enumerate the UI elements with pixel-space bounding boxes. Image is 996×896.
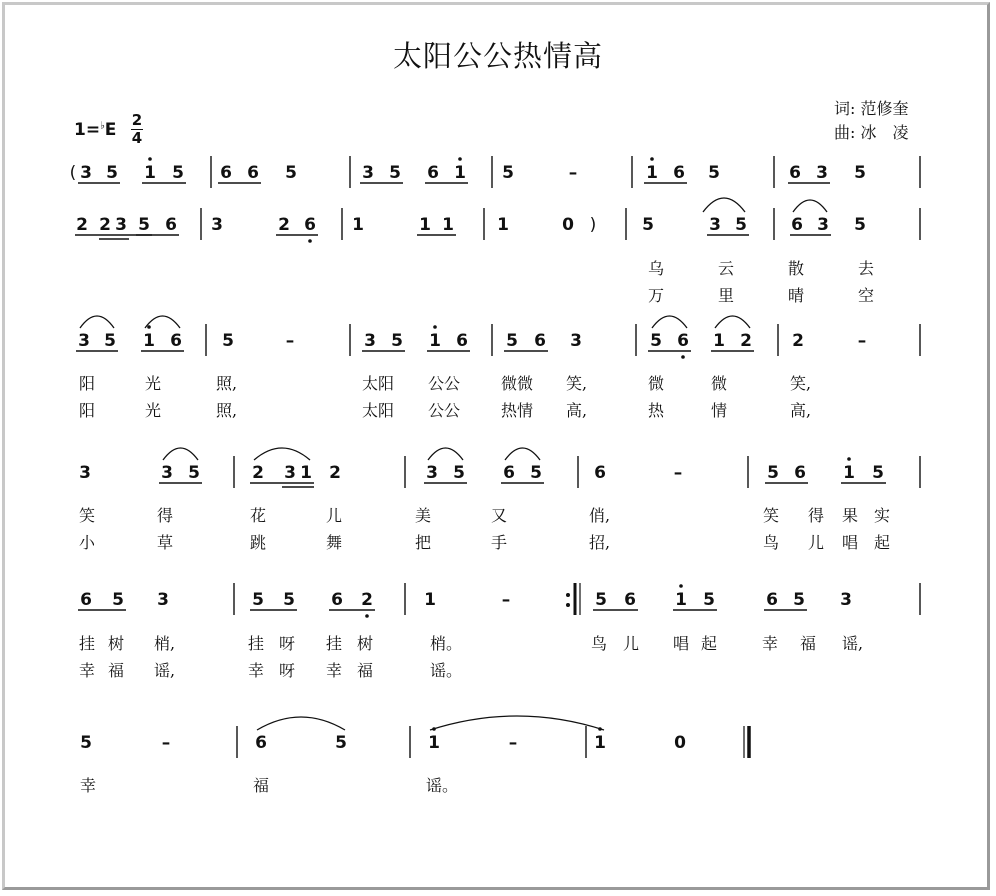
note: 0 [674, 733, 686, 753]
note: 5 [767, 463, 779, 483]
lyric-syllable: 得 [157, 506, 174, 525]
note: 6 [624, 590, 636, 610]
lyric-syllable: 微微 [501, 374, 534, 393]
lyric-syllable: 谣。 [430, 661, 463, 680]
note: 6 [766, 590, 778, 610]
note: 3 [211, 215, 223, 235]
note: 2 [329, 463, 341, 483]
note: 5 [80, 733, 92, 753]
lyric-syllable: 果 [842, 506, 859, 525]
note: 5 [703, 590, 715, 610]
lyric-syllable: 福 [253, 776, 270, 795]
note: 6 [789, 163, 801, 183]
note: 6 [594, 463, 606, 483]
lyric-syllable: 小 [79, 533, 96, 552]
lyric-syllable: 呀 [279, 661, 296, 680]
lyric-syllable: 太阳 [362, 374, 395, 393]
note: 5 [104, 331, 116, 351]
lyric-syllable: 谣, [154, 661, 176, 680]
lyric-syllable: 热情 [501, 401, 534, 420]
lyric-syllable: 公公 [428, 401, 461, 420]
lyric-syllable: 梢。 [430, 634, 463, 653]
lyric-syllable: 挂 [248, 634, 265, 653]
note: 3 [115, 215, 127, 235]
key-signature: 1=♭E [74, 120, 117, 140]
note: 6 [673, 163, 685, 183]
note: 1 [594, 733, 606, 753]
lyric-syllable: 手 [491, 533, 508, 552]
lyric-syllable: 起 [874, 533, 891, 552]
note: 5 [222, 331, 234, 351]
note: 6 [456, 331, 468, 351]
note: 5 [854, 215, 866, 235]
lyric-syllable: 光 [145, 401, 162, 420]
note: – [161, 733, 171, 753]
note: – [501, 590, 511, 610]
note: 3 [78, 331, 90, 351]
note: 3 [79, 463, 91, 483]
note: 5 [106, 163, 118, 183]
lyric-syllable: 美 [415, 506, 432, 525]
lyric-syllable: 儿 [808, 533, 825, 552]
lyric-syllable: 挂 [79, 634, 96, 653]
note: 6 [170, 331, 182, 351]
note: 5 [389, 163, 401, 183]
lyric-syllable: 实 [874, 506, 891, 525]
lyric-syllable: 光 [145, 374, 162, 393]
note: 5 [642, 215, 654, 235]
lyric-syllable: 俏, [589, 506, 611, 525]
lyric-syllable: 谣, [842, 634, 864, 653]
note: 5 [172, 163, 184, 183]
lyric-syllable: 高, [566, 401, 588, 420]
note: 2 [361, 590, 373, 610]
note: 1 [143, 331, 155, 351]
lyric-syllable: 跳 [250, 533, 267, 552]
note: 5 [502, 163, 514, 183]
note: 3 [80, 163, 92, 183]
lyric-syllable: 福 [108, 661, 125, 680]
note: 3 [570, 331, 582, 351]
note: 0 [562, 215, 574, 235]
note: 2 [740, 331, 752, 351]
note: – [508, 733, 518, 753]
note: 3 [157, 590, 169, 610]
lyric-syllable: 起 [701, 634, 718, 653]
note: 3 [817, 215, 829, 235]
note: 1 [843, 463, 855, 483]
lyric-syllable: 去 [858, 259, 875, 278]
lyric-syllable: 阳 [79, 374, 96, 393]
lyric-syllable: 鸟 [763, 533, 780, 552]
lyric-syllable: 鸟 [591, 634, 608, 653]
lyric-syllable: 公公 [428, 374, 461, 393]
lyric-syllable: 笑 [763, 506, 780, 525]
lyric-syllable: 情 [711, 401, 728, 420]
note: 5 [530, 463, 542, 483]
note: 3 [709, 215, 721, 235]
lyric-syllable: 照, [216, 401, 238, 420]
note: 1 [144, 163, 156, 183]
note: 3 [840, 590, 852, 610]
lyric-syllable: 幸 [326, 661, 343, 680]
note: – [857, 331, 867, 351]
lyric-syllable: 树 [357, 634, 374, 653]
lyric-syllable: 笑, [790, 374, 812, 393]
lyric-syllable: 舞 [326, 533, 343, 552]
lyric-syllable: 微 [648, 374, 665, 393]
lyric-syllable: 树 [108, 634, 125, 653]
note: 5 [453, 463, 465, 483]
lyric-syllable: 儿 [623, 634, 640, 653]
lyric-syllable: 空 [858, 286, 875, 305]
note: 1 [419, 215, 431, 235]
note: 5 [188, 463, 200, 483]
lyric-syllable: 得 [808, 506, 825, 525]
note: 3 [362, 163, 374, 183]
lyric-syllable: 福 [357, 661, 374, 680]
lyric-syllable: 太阳 [362, 401, 395, 420]
composer-credit: 曲: 冰 凌 [834, 123, 909, 142]
note: 1 [454, 163, 466, 183]
lyric-syllable: 花 [250, 506, 267, 525]
note: 5 [138, 215, 150, 235]
note: 6 [165, 215, 177, 235]
lyric-syllable: 笑 [79, 506, 96, 525]
lyric-syllable: 幸 [248, 661, 265, 680]
note: 6 [331, 590, 343, 610]
note: 5 [112, 590, 124, 610]
note: 6 [304, 215, 316, 235]
lyric-syllable: 照, [216, 374, 238, 393]
lyricist-credit: 词: 范修奎 [834, 99, 909, 118]
lyric-syllable: 福 [800, 634, 817, 653]
time-signature: 2 4 [131, 111, 143, 147]
note: 3 [364, 331, 376, 351]
lyric-syllable: 阳 [79, 401, 96, 420]
note: 5 [872, 463, 884, 483]
lyric-syllable: 云 [718, 259, 735, 278]
note: 5 [285, 163, 297, 183]
lyric-syllable: 幸 [762, 634, 779, 653]
lyric-syllable: 微 [711, 374, 728, 393]
note: 1 [646, 163, 658, 183]
note: 5 [283, 590, 295, 610]
lyric-syllable: 万 [648, 286, 665, 305]
note: 5 [506, 331, 518, 351]
lyric-syllable: 把 [415, 533, 432, 552]
note: 6 [247, 163, 259, 183]
note: 1 [424, 590, 436, 610]
note: 5 [335, 733, 347, 753]
note: 1 [352, 215, 364, 235]
lyric-syllable: 幸 [80, 776, 97, 795]
note: 3 [426, 463, 438, 483]
note: 5 [391, 331, 403, 351]
lyric-syllable: 乌 [648, 259, 665, 278]
note: 3 [161, 463, 173, 483]
lyric-syllable: 唱 [673, 634, 690, 653]
note: 2 [792, 331, 804, 351]
note: 5 [793, 590, 805, 610]
lyric-syllable: 又 [491, 506, 508, 525]
lyric-syllable: 草 [157, 533, 174, 552]
note: 1 [497, 215, 509, 235]
lyric-syllable: 谣。 [426, 776, 459, 795]
lyric-syllable: 热 [648, 401, 665, 420]
lyric-syllable: 呀 [279, 634, 296, 653]
lyric-syllable: 晴 [788, 286, 805, 305]
note: 5 [735, 215, 747, 235]
note: – [285, 331, 295, 351]
note: ( [69, 163, 77, 183]
note: 1 [428, 733, 440, 753]
lyric-syllable: 儿 [326, 506, 343, 525]
note: 5 [708, 163, 720, 183]
note: 5 [854, 163, 866, 183]
lyric-syllable: 散 [788, 259, 805, 278]
lyric-syllable: 挂 [326, 634, 343, 653]
note: 3 [816, 163, 828, 183]
note: 2 [99, 215, 111, 235]
note: 6 [220, 163, 232, 183]
note: 1 [429, 331, 441, 351]
lyric-syllable: 梢, [154, 634, 176, 653]
note: 5 [595, 590, 607, 610]
note: 6 [794, 463, 806, 483]
note: 5 [650, 331, 662, 351]
note: – [568, 163, 578, 183]
note: 2 [76, 215, 88, 235]
note: – [673, 463, 683, 483]
note: 5 [252, 590, 264, 610]
lyric-syllable: 招, [589, 533, 611, 552]
lyric-syllable: 里 [718, 286, 735, 305]
note: 1 [300, 463, 312, 483]
note: 6 [677, 331, 689, 351]
note: 6 [427, 163, 439, 183]
note: 1 [675, 590, 687, 610]
note: 2 [278, 215, 290, 235]
note: 6 [80, 590, 92, 610]
note: 6 [534, 331, 546, 351]
note: 1 [442, 215, 454, 235]
lyric-syllable: 笑, [566, 374, 588, 393]
note: 6 [255, 733, 267, 753]
note: ) [589, 215, 597, 235]
lyric-syllable: 高, [790, 401, 812, 420]
note: 6 [503, 463, 515, 483]
song-title: 太阳公公热情高 [392, 39, 603, 73]
lyric-syllable: 唱 [842, 533, 859, 552]
note: 3 [284, 463, 296, 483]
note: 6 [791, 215, 803, 235]
note: 1 [713, 331, 725, 351]
note: 2 [252, 463, 264, 483]
lyric-syllable: 幸 [79, 661, 96, 680]
